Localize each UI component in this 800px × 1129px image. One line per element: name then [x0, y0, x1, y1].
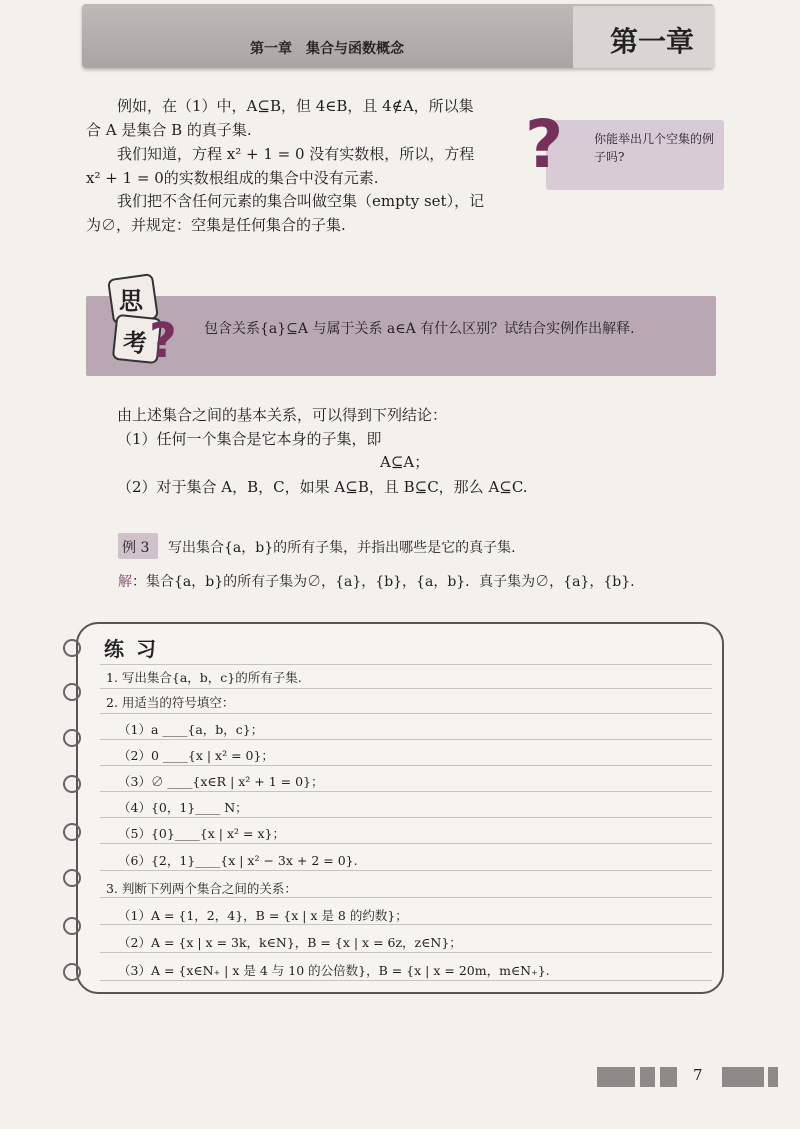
practice-line: 1. 写出集合{a，b，c}的所有子集.: [106, 670, 302, 685]
solution-body: ：集合{a，b}的所有子集为∅，{a}，{b}，{a，b}．真子集为∅，{a}，{b}.: [132, 574, 635, 590]
rule-line: [100, 980, 712, 981]
practice-line: （4）{0，1}____ N；: [118, 800, 248, 815]
practice-line: （6）{2，1}____{x | x² − 3x + 2 = 0}.: [118, 853, 358, 868]
practice-line: （5）{0}____{x | x² = x}；: [118, 826, 285, 841]
solution-label: 解: [118, 574, 132, 590]
rule-line: [100, 870, 712, 871]
paragraph-2-line-1: 我们知道，方程 x² + 1 = 0 没有实数根，所以，方程: [117, 145, 475, 163]
chapter-badge: 第一章: [610, 25, 695, 58]
page-number: 7: [693, 1066, 703, 1084]
think-badge-glyph: ?: [149, 313, 177, 369]
practice-line: 2. 用适当的符号填空：: [106, 695, 235, 710]
rule-line: [100, 791, 712, 792]
conclusion-item-2-text: （2）对于集合 A，B，C，如果 A⊆B，且 B⊆C，那么 A⊆C.: [117, 478, 528, 496]
conclusion-item-2: [86, 475, 606, 499]
footer-decoration-right: [722, 1067, 778, 1087]
paragraph-1-line-2: 合 A 是集合 B 的真子集.: [86, 121, 252, 139]
paragraph-3-line-1: 我们把不含任何元素的集合叫做空集（empty set），记: [117, 192, 485, 210]
think-text: 包含关系{a}⊆A 与属于关系 a∈A 有什么区别？试结合实例作出解释.: [204, 321, 635, 337]
practice-line: （2）A = {x | x = 3k，k∈N}，B = {x | x = 6z，z∈N}；: [118, 935, 462, 950]
conclusion-intro-text: 由上述集合之间的基本关系，可以得到下列结论：: [117, 406, 448, 424]
rule-line: [100, 765, 712, 766]
chapter-title: 第一章 集合与函数概念: [250, 41, 404, 57]
example-label: 例 3: [122, 540, 150, 556]
conclusion-item-1-text: （1）任何一个集合是它本身的子集，即: [117, 430, 382, 448]
think-badge-char-1: 思: [119, 287, 143, 315]
paragraph-3-line-2: 为∅，并规定：空集是任何集合的子集.: [86, 216, 346, 234]
footer-decoration-left: [597, 1067, 677, 1087]
rule-line: [100, 713, 712, 714]
paragraph-1-line-1: 例如，在（1）中，A⊆B，但 4∈B，且 4∉A，所以集: [117, 97, 474, 115]
example-text: 写出集合{a，b}的所有子集，并指出哪些是它的真子集.: [168, 540, 516, 556]
rule-line: [100, 688, 712, 689]
rule-line: [100, 952, 712, 953]
practice-line: （2）0 ____{x | x² = 0}；: [118, 748, 274, 763]
conclusion-item-1-formula: A⊆A；: [380, 453, 430, 471]
solution-text: [118, 571, 635, 591]
practice-line: （1）A = {1，2，4}，B = {x | x 是 8 的约数}；: [118, 908, 408, 923]
conclusion-intro: [86, 403, 606, 427]
paragraph-1: [86, 94, 516, 142]
rule-line: [100, 924, 712, 925]
rule-line: [100, 817, 712, 818]
practice-line: （1）a ____{a，b，c}；: [118, 722, 264, 737]
paragraph-3: [86, 189, 516, 237]
conclusion-item-1: [86, 427, 606, 451]
practice-line: 3. 判断下列两个集合之间的关系：: [106, 881, 297, 896]
rule-line: [100, 664, 712, 665]
practice-line: （3）∅ ____{x∈R | x² + 1 = 0}；: [118, 774, 324, 789]
paragraph-2-line-2: x² + 1 = 0的实数根组成的集合中没有元素.: [86, 169, 379, 187]
aside-question-text: 你能举出几个空集的例子吗?: [594, 132, 715, 164]
think-badge-icon: [105, 273, 181, 369]
rule-line: [100, 897, 712, 898]
rule-line: [100, 739, 712, 740]
rule-line: [100, 843, 712, 844]
question-mark-icon: ?: [525, 106, 564, 183]
think-badge-char-2: 考: [123, 329, 147, 357]
practice-title: 练习: [104, 637, 168, 661]
practice-line: （3）A = {x∈N₊ | x 是 4 与 10 的公倍数}，B = {x | x = 20m，m∈N₊}.: [118, 963, 550, 978]
notebook-rings-icon: [60, 632, 84, 992]
paragraph-2: [86, 142, 516, 190]
